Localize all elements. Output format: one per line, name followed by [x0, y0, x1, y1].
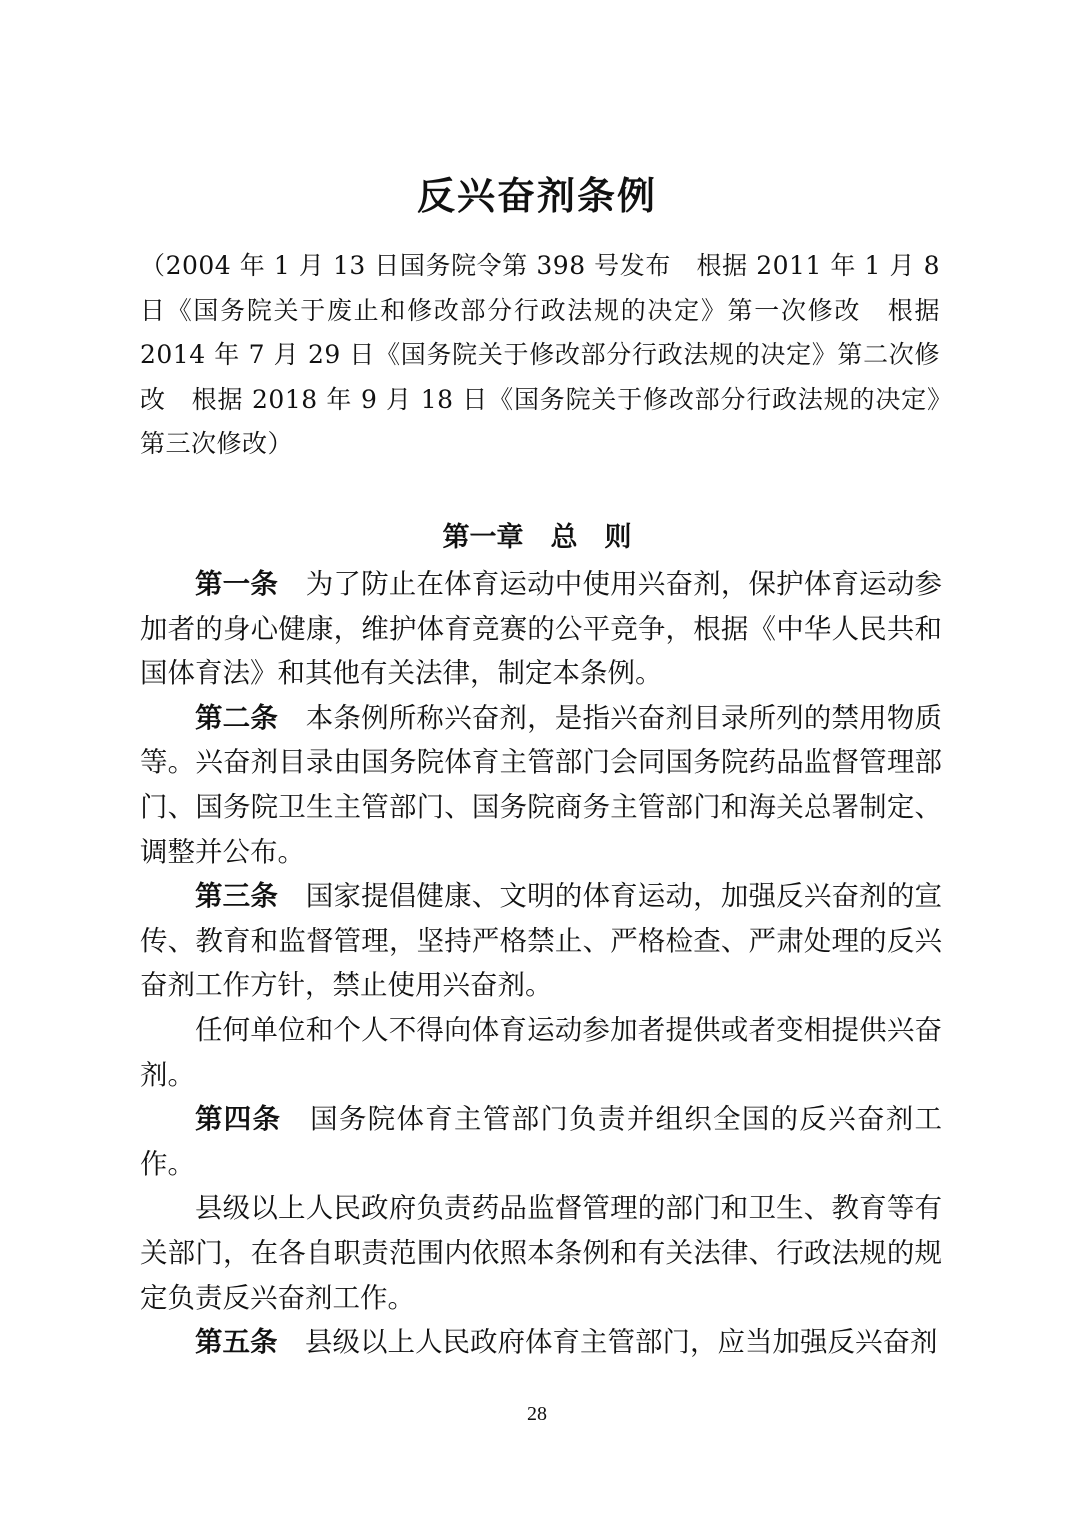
- revision-note: （2004 年 1 月 13 日国务院令第 398 号发布 根据 2011 年 1 月 8 日《国务院关于废止和修改部分行政法规的决定》第一次修改 根据 2014 年 7 月 29 日《国务院关于修改部分行政法规的决定》第二次修改 根据 2018 年 9 月 18 日《国务院关于修改部分行政法规的决定》第三次修改）: [140, 251, 940, 458]
- article-paragraph: [140, 696, 942, 874]
- article-label: 第四条: [195, 1103, 282, 1136]
- article-paragraph: [140, 874, 942, 1008]
- article-text: 县级以上人民政府体育主管部门，应当加强反兴奋剂: [305, 1326, 938, 1359]
- chapter-heading-text: 第一章 总 则: [442, 522, 632, 553]
- article-body: [140, 562, 942, 1365]
- article-text: 国家提倡健康、文明的体育运动，加强反兴奋剂的宣传、教育和监督管理，坚持严格禁止、严格检查、严肃处理的反兴奋剂工作方针，禁止使用兴奋剂。: [140, 880, 943, 1002]
- article-text: 任何单位和个人不得向体育运动参加者提供或者变相提供兴奋剂。: [140, 1013, 942, 1091]
- article-label: 第三条: [195, 880, 279, 913]
- article-text: 本条例所称兴奋剂，是指兴奋剂目录所列的禁用物质等。兴奋剂目录由国务院体育主管部门会同国务院药品监督管理部门、国务院卫生主管部门、国务院商务主管部门和海关总署制定、调整并公布。: [140, 701, 943, 868]
- article-paragraph: [140, 1186, 942, 1320]
- article-paragraph: [140, 1097, 942, 1186]
- article-paragraph: [140, 1008, 942, 1097]
- article-label: 第五条: [195, 1326, 278, 1359]
- chapter-heading: [0, 516, 1074, 560]
- article-paragraph: [140, 1320, 942, 1365]
- article-paragraph: [140, 562, 942, 696]
- article-label: 第一条: [195, 568, 279, 600]
- article-label: 第二条: [195, 701, 279, 734]
- document-title: 反兴奋剂条例: [416, 173, 657, 218]
- article-text: 国务院体育主管部门负责并组织全国的反兴奋剂工作。: [140, 1103, 943, 1180]
- article-text: 县级以上人民政府负责药品监督管理的部门和卫生、教育等有关部门，在各自职责范围内依照本条例和有关法律、行政法规的规定负责反兴奋剂工作。: [140, 1192, 942, 1314]
- article-text: 为了防止在体育运动中使用兴奋剂，保护体育运动参加者的身心健康，维护体育竞赛的公平竞争，根据《中华人民共和国体育法》和其他有关法律，制定本条例。: [140, 568, 943, 690]
- page-number: 28: [527, 1403, 547, 1425]
